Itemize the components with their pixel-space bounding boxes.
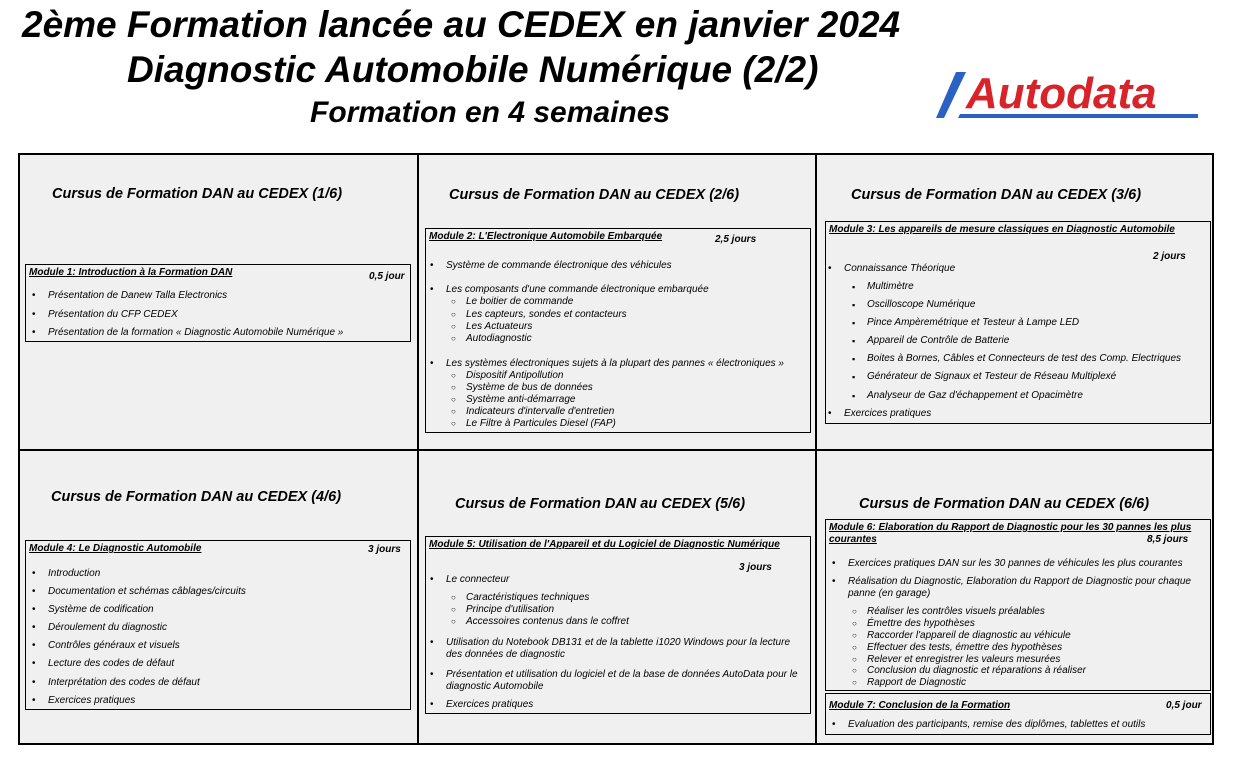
list-item: • Présentation du CFP CEDEX xyxy=(48,309,178,321)
module-header: Module 2: L'Electronique Automobile Embarquée xyxy=(429,231,663,242)
module-5-box xyxy=(425,536,811,714)
sub-item: ○ Caractéristiques techniques xyxy=(466,592,589,604)
duration-title: Formation en 4 semaines xyxy=(310,96,671,129)
list-item: • Réalisation du Diagnostic, Elaboration du Rapport de Diagnostic pour chaque panne (en garage) xyxy=(848,576,1203,600)
sub-item: ▪ Pince Ampèremétrique et Testeur à Lampe LED xyxy=(867,317,1079,329)
sub-item: ○ Raccorder l'appareil de diagnostic au véhicule xyxy=(867,630,1071,642)
sub-item: ○ Les Actuateurs xyxy=(466,321,532,333)
module-duration: 0,5 jour xyxy=(1166,700,1202,711)
module-header: Module 7: Conclusion de la Formation xyxy=(829,700,1011,711)
sub-item: ○ Effectuer des tests, émettre des hypothèses xyxy=(867,642,1062,654)
list-item: • Présentation de la formation « Diagnostic Automobile Numérique » xyxy=(48,327,343,339)
cell-title-3: Cursus de Formation DAN au CEDEX (3/6) xyxy=(851,187,1142,203)
main-title: 2ème Formation lancée au CEDEX en janvier 2024 xyxy=(22,4,901,45)
module-duration: 3 jours xyxy=(368,544,401,555)
module-header: Module 6: Elaboration du Rapport de Diagnostic pour les 30 pannes les plus courantes xyxy=(829,522,1192,545)
sub-item: ○ Rapport de Diagnostic xyxy=(867,677,966,689)
sub-item: ▪ Oscilloscope Numérique xyxy=(867,299,975,311)
module-1-box xyxy=(25,264,411,342)
curriculum-grid xyxy=(18,153,1214,745)
autodata-logo xyxy=(936,70,1198,120)
module-duration: 2 jours xyxy=(1153,251,1186,262)
sub-item: ▪ Multimètre xyxy=(867,281,914,293)
list-item: • Exercices pratiques DAN sur les 30 pannes de véhicules les plus courantes xyxy=(848,558,1183,570)
list-item: • Les systèmes électroniques sujets à la plupart des pannes « électroniques » xyxy=(446,358,784,370)
sub-item: ○ Le boitier de commande xyxy=(466,296,573,308)
list-item: • Système de codification xyxy=(48,604,154,616)
list-item: • Introduction xyxy=(48,568,100,580)
list-item: • Connaissance Théorique xyxy=(844,263,955,275)
svg-text:Autodata: Autodata xyxy=(966,70,1157,118)
list-item: • Evaluation des participants, remise des diplômes, tablettes et outils xyxy=(848,719,1145,731)
module-header: Module 5: Utilisation de l'Appareil et du Logiciel de Diagnostic Numérique xyxy=(429,539,780,550)
list-item: • Présentation et utilisation du logiciel et de la base de données AutoData pour le diagnostic Automobile xyxy=(446,669,806,693)
sub-item: ▪ Analyseur de Gaz d'échappement et Opacimètre xyxy=(867,390,1083,402)
module-2-box xyxy=(425,228,811,433)
module-header: Module 1: Introduction à la Formation DAN xyxy=(29,267,233,278)
sub-item: ○ Système anti-démarrage xyxy=(466,394,576,406)
list-item: • Exercices pratiques xyxy=(844,408,931,420)
module-6-box xyxy=(825,519,1211,691)
sub-item: ○ Le Filtre à Particules Diesel (FAP) xyxy=(466,418,616,430)
sub-item: ▪ Générateur de Signaux et Testeur de Réseau Multiplexé xyxy=(867,371,1116,383)
list-item: • Le connecteur xyxy=(446,574,509,586)
list-item: • Exercices pratiques xyxy=(48,695,135,707)
module-7-box xyxy=(825,693,1211,735)
sub-item: ○ Dispositif Antipollution xyxy=(466,370,563,382)
sub-item: ▪ Boites à Bornes, Câbles et Connecteurs de test des Comp. Electriques xyxy=(867,353,1181,365)
list-item: • Documentation et schémas câblages/circuits xyxy=(48,586,246,598)
list-item: • Présentation de Danew Talla Electronics xyxy=(48,290,227,302)
list-item: • Exercices pratiques xyxy=(446,699,533,711)
sub-item: ○ Émettre des hypothèses xyxy=(867,618,975,630)
module-header: Module 3: Les appareils de mesure classiques en Diagnostic Automobile xyxy=(829,224,1175,235)
list-item: • Contrôles généraux et visuels xyxy=(48,640,180,652)
list-item: • Interprétation des codes de défaut xyxy=(48,677,200,689)
cell-title-6: Cursus de Formation DAN au CEDEX (6/6) xyxy=(859,496,1150,512)
cell-title-2: Cursus de Formation DAN au CEDEX (2/6) xyxy=(449,187,740,203)
sub-item: ○ Autodiagnostic xyxy=(466,333,532,345)
module-duration: 8,5 jours xyxy=(1147,534,1189,545)
sub-item: ○ Indicateurs d'intervalle d'entretien xyxy=(466,406,614,418)
sub-item: ○ Réaliser les contrôles visuels préalables xyxy=(867,606,1045,618)
module-3-box xyxy=(825,221,1211,424)
module-duration: 0,5 jour xyxy=(369,271,405,282)
sub-item: ○ Les capteurs, sondes et contacteurs xyxy=(466,309,627,321)
list-item: • Les composants d'une commande électronique embarquée xyxy=(446,284,709,296)
sub-item: ○ Conclusion du diagnostic et réparations à réaliser xyxy=(867,665,1086,677)
list-item: • Système de commande électronique des véhicules xyxy=(446,260,672,272)
cell-title-1: Cursus de Formation DAN au CEDEX (1/6) xyxy=(52,186,343,202)
subtitle: Diagnostic Automobile Numérique (2/2) xyxy=(127,49,819,90)
sub-item: ▪ Appareil de Contrôle de Batterie xyxy=(867,335,1009,347)
list-item: • Lecture des codes de défaut xyxy=(48,658,174,670)
sub-item: ○ Relever et enregistrer les valeurs mesurées xyxy=(867,654,1060,666)
cell-title-4: Cursus de Formation DAN au CEDEX (4/6) xyxy=(51,489,342,505)
sub-item: ○ Accessoires contenus dans le coffret xyxy=(466,616,629,628)
sub-item: ○ Système de bus de données xyxy=(466,382,593,394)
module-4-box xyxy=(25,540,411,710)
cell-title-5: Cursus de Formation DAN au CEDEX (5/6) xyxy=(455,496,746,512)
list-item: • Utilisation du Notebook DB131 et de la tablette i1020 Windows pour la lecture des données de diagnostic xyxy=(446,637,806,661)
module-duration: 3 jours xyxy=(739,562,772,573)
sub-item: ○ Principe d'utilisation xyxy=(466,604,554,616)
list-item: • Déroulement du diagnostic xyxy=(48,622,167,634)
module-duration: 2,5 jours xyxy=(715,234,757,245)
module-header: Module 4: Le Diagnostic Automobile xyxy=(29,543,202,554)
